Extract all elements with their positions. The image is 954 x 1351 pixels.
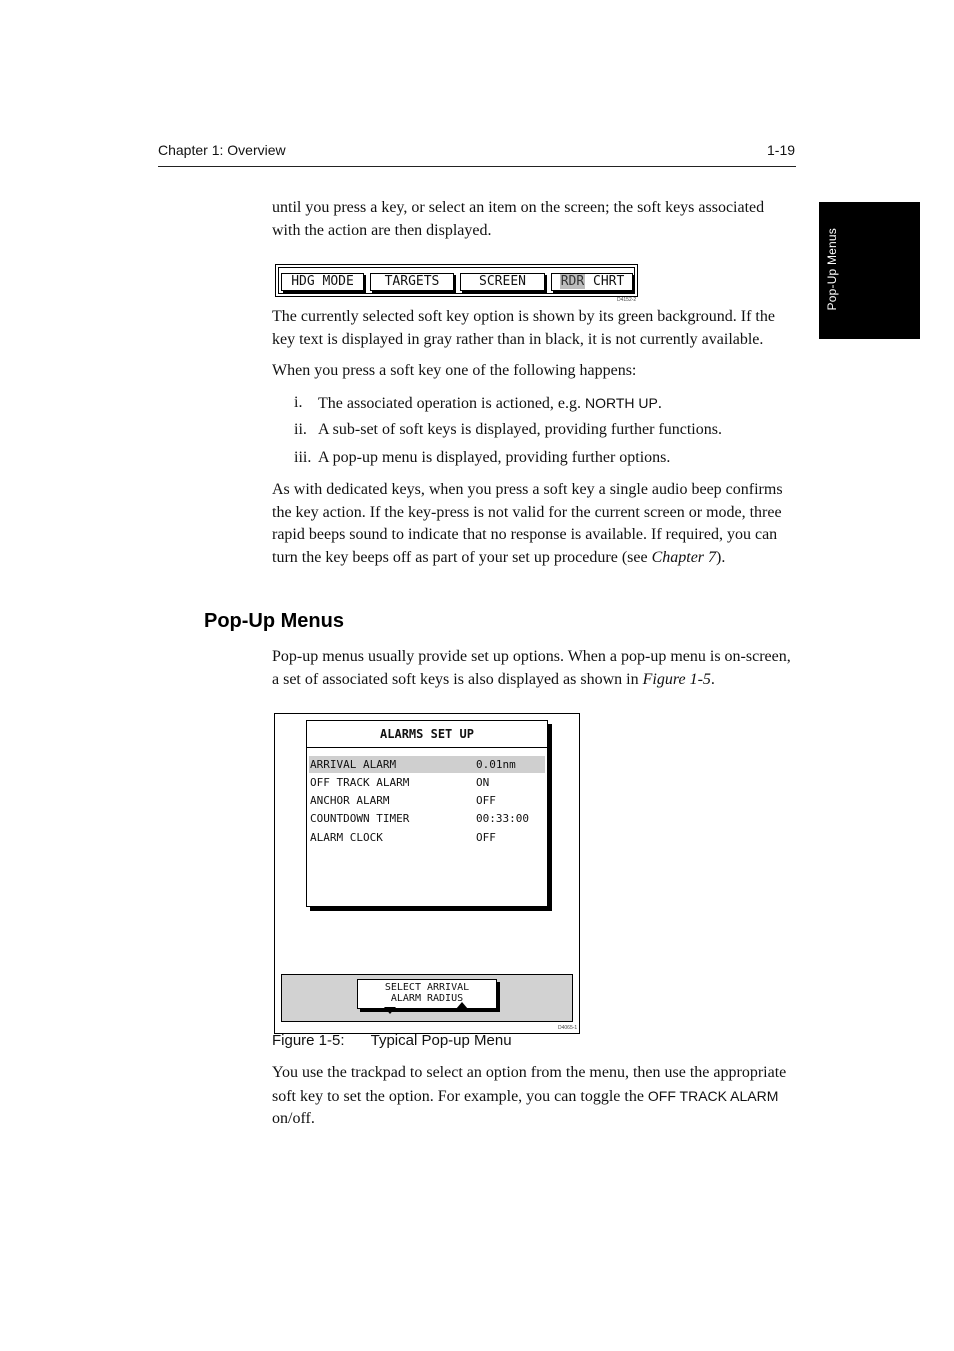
menu-row-off-track-alarm bbox=[309, 774, 545, 791]
list-code-north-up: NORTH UP bbox=[585, 395, 658, 411]
page-number: 1-19 bbox=[767, 142, 796, 158]
menu-row-value: ON bbox=[476, 776, 490, 789]
soft-key-targets: TARGETS bbox=[370, 273, 454, 291]
side-tab-label: Pop-Up Menus bbox=[825, 228, 839, 311]
list-item-1-text bbox=[318, 392, 796, 415]
figure-ref: D4065-1 bbox=[558, 1025, 578, 1031]
menu-row-anchor-alarm bbox=[309, 792, 545, 809]
list-item-3 bbox=[294, 447, 311, 469]
popup-paragraph bbox=[272, 646, 796, 691]
soft-key-screen: SCREEN bbox=[460, 273, 545, 291]
menu-row-label: ANCHOR ALARM bbox=[310, 794, 390, 807]
figure-popup-menu bbox=[274, 713, 580, 1034]
beep-chapter-ref: Chapter 7 bbox=[651, 548, 717, 566]
figure-caption bbox=[272, 1032, 512, 1049]
list-num-2: ii. bbox=[294, 421, 307, 438]
when-text: When you press a soft key one of the following happens: bbox=[272, 362, 637, 379]
intro-paragraph bbox=[272, 197, 796, 242]
dialog-title: ALARMS SET UP bbox=[307, 721, 547, 748]
menu-row-arrival-alarm bbox=[309, 756, 545, 773]
soft-key-line-1: SELECT ARRIVAL bbox=[384, 982, 470, 993]
section-heading: Pop-Up Menus bbox=[204, 610, 344, 632]
popup-figure-ref: Figure 1-5 bbox=[642, 670, 711, 688]
soft-key-hdg-mode: HDG MODE bbox=[281, 273, 364, 291]
beep-paragraph bbox=[272, 479, 796, 569]
menu-row-countdown-timer bbox=[309, 810, 545, 827]
menu-row-value: 0.01nm bbox=[476, 758, 516, 771]
beep-text: As with dedicated keys, when you press a soft key a single audio beep confirms the key action. If the key-press is not valid for the current screen or mode, three rapid beeps sound to indicate that no response is available. If required, you can turn the key beeps off as part of your set up procedure (see bbox=[272, 481, 783, 566]
list-num-1: i. bbox=[294, 394, 303, 411]
selected-key-text: The currently selected soft key option is shown by its green background. If the key text is displayed in gray rather than in black, it is not currently available. bbox=[272, 308, 775, 348]
when-paragraph bbox=[272, 360, 796, 383]
trackpad-text: You use the trackpad to select an option from the menu, then use the appropriate soft key to set the option. For example, you can toggle the bbox=[272, 1064, 787, 1105]
list-text-2: A sub-set of soft keys is displayed, providing further functions. bbox=[318, 421, 722, 438]
soft-key-bar-figure bbox=[275, 264, 638, 297]
menu-row-value: OFF bbox=[476, 831, 496, 844]
menu-row-alarm-clock bbox=[309, 829, 545, 846]
popup-text-end: . bbox=[710, 670, 715, 688]
menu-row-label: ALARM CLOCK bbox=[310, 831, 383, 844]
menu-row-value: OFF bbox=[476, 794, 496, 807]
list-item-3-text bbox=[318, 447, 796, 469]
soft-key-line-2: ALARM RADIUS bbox=[390, 993, 464, 1004]
soft-key-figure-ref: D4152-2 bbox=[617, 297, 637, 303]
figure-soft-key-bar bbox=[281, 974, 573, 1022]
trackpad-text-end: on/off. bbox=[272, 1110, 315, 1127]
arrow-up-icon bbox=[456, 1002, 468, 1009]
soft-key-rdr-chrt bbox=[551, 273, 633, 291]
section-side-tab bbox=[819, 202, 920, 339]
caption-text: Typical Pop-up Menu bbox=[370, 1032, 512, 1049]
running-header-chapter: Chapter 1: Overview bbox=[158, 142, 286, 158]
list-num-3: iii. bbox=[294, 449, 312, 466]
trackpad-code-off-track-alarm: OFF TRACK ALARM bbox=[647, 1087, 779, 1104]
select-arrival-alarm-radius-key bbox=[357, 979, 497, 1009]
list-item-1 bbox=[294, 392, 302, 414]
selected-key-paragraph bbox=[272, 306, 796, 351]
trackpad-paragraph bbox=[272, 1062, 796, 1131]
popup-text: Pop-up menus usually provide set up options. When a pop-up menu is on-screen, a set of associated soft keys is also displayed as shown in bbox=[272, 648, 791, 688]
alarms-setup-dialog bbox=[306, 720, 548, 907]
list-text-1-end: . bbox=[657, 395, 662, 412]
menu-row-label: COUNTDOWN TIMER bbox=[310, 812, 410, 825]
arrow-down-icon bbox=[384, 1007, 396, 1014]
list-text-1: The associated operation is actioned, e.g. bbox=[318, 395, 586, 412]
list-item-2 bbox=[294, 419, 307, 441]
menu-row-value: 00:33:00 bbox=[476, 812, 529, 825]
caption-number: Figure 1-5: bbox=[272, 1032, 345, 1049]
menu-row-label: ARRIVAL ALARM bbox=[310, 758, 397, 771]
list-text-3: A pop-up menu is displayed, providing further options. bbox=[318, 449, 671, 466]
beep-text-end: ). bbox=[716, 548, 726, 566]
list-item-2-text bbox=[318, 419, 796, 441]
menu-row-label: OFF TRACK ALARM bbox=[310, 776, 410, 789]
intro-text: until you press a key, or select an item on the screen; the soft keys associated with the action are then displayed. bbox=[272, 199, 765, 239]
header-rule bbox=[158, 166, 796, 167]
soft-key-rdr-option: RDR bbox=[560, 274, 585, 289]
soft-key-chrt-option: CHRT bbox=[593, 274, 625, 289]
